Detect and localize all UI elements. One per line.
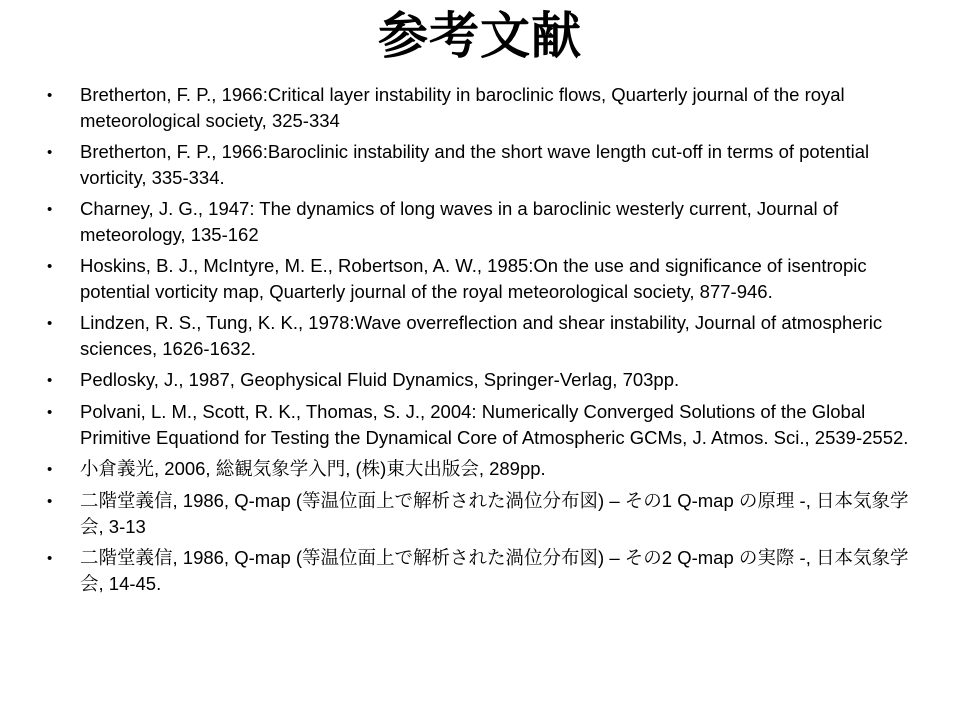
reference-item — [47, 367, 920, 394]
reference-item — [47, 139, 920, 191]
bullet-marker: • — [47, 87, 53, 104]
reference-text: 小倉義光, 2006, 総観気象学入門, (株)東大出版会, 289pp. — [80, 458, 546, 479]
reference-item — [47, 82, 920, 134]
reference-text: Polvani, L. M., Scott, R. K., Thomas, S. J., 2004: Numerically Converged Solutions of the Global Primitive Equationd for Testing the Dynamical Core of Atmospheric GCMs, J. Atmos. Sci., 2539-2552. — [80, 401, 909, 448]
reference-text: 二階堂義信, 1986, Q-map (等温位面上で解析された渦位分布図) – その1 Q-map の原理 -, 日本気象学会, 3-13 — [80, 490, 909, 537]
reference-text: 二階堂義信, 1986, Q-map (等温位面上で解析された渦位分布図) – その2 Q-map の実際 -, 日本気象学会, 14-45. — [80, 547, 909, 594]
bullet-marker: • — [47, 404, 53, 421]
reference-text: Lindzen, R. S., Tung, K. K., 1978:Wave overreflection and shear instability, Journal of atmospheric sciences, 1626-1632. — [80, 312, 883, 359]
bullet-marker: • — [47, 550, 53, 567]
reference-text: Charney, J. G., 1947: The dynamics of long waves in a baroclinic westerly current, Journal of meteorology, 135-162 — [80, 198, 839, 245]
reference-item — [47, 310, 920, 362]
reference-item — [47, 456, 920, 483]
reference-item — [47, 488, 920, 540]
bullet-marker: • — [47, 372, 53, 389]
reference-item — [47, 399, 920, 451]
bullet-marker: • — [47, 315, 53, 332]
reference-list — [0, 82, 960, 597]
bullet-marker: • — [47, 258, 53, 275]
bullet-marker: • — [47, 493, 53, 510]
reference-item — [47, 253, 920, 305]
bullet-marker: • — [47, 201, 53, 218]
slide-title: 参考文献 — [378, 7, 582, 65]
reference-text: Bretherton, F. P., 1966:Baroclinic instability and the short wave length cut-off in terms of potential vorticity, 335-334. — [80, 141, 870, 188]
reference-text: Hoskins, B. J., McIntyre, M. E., Robertson, A. W., 1985:On the use and significance of isentropic potential vorticity map, Quarterly journal of the royal meteorological society, 877-946. — [80, 255, 867, 302]
reference-item — [47, 196, 920, 248]
bullet-marker: • — [47, 144, 53, 161]
reference-text: Pedlosky, J., 1987, Geophysical Fluid Dynamics, Springer-Verlag, 703pp. — [80, 369, 680, 390]
reference-item — [47, 545, 920, 597]
bullet-marker: • — [47, 461, 53, 478]
reference-text: Bretherton, F. P., 1966:Critical layer instability in baroclinic flows, Quarterly journal of the royal meteorological society, 325-334 — [80, 84, 845, 131]
